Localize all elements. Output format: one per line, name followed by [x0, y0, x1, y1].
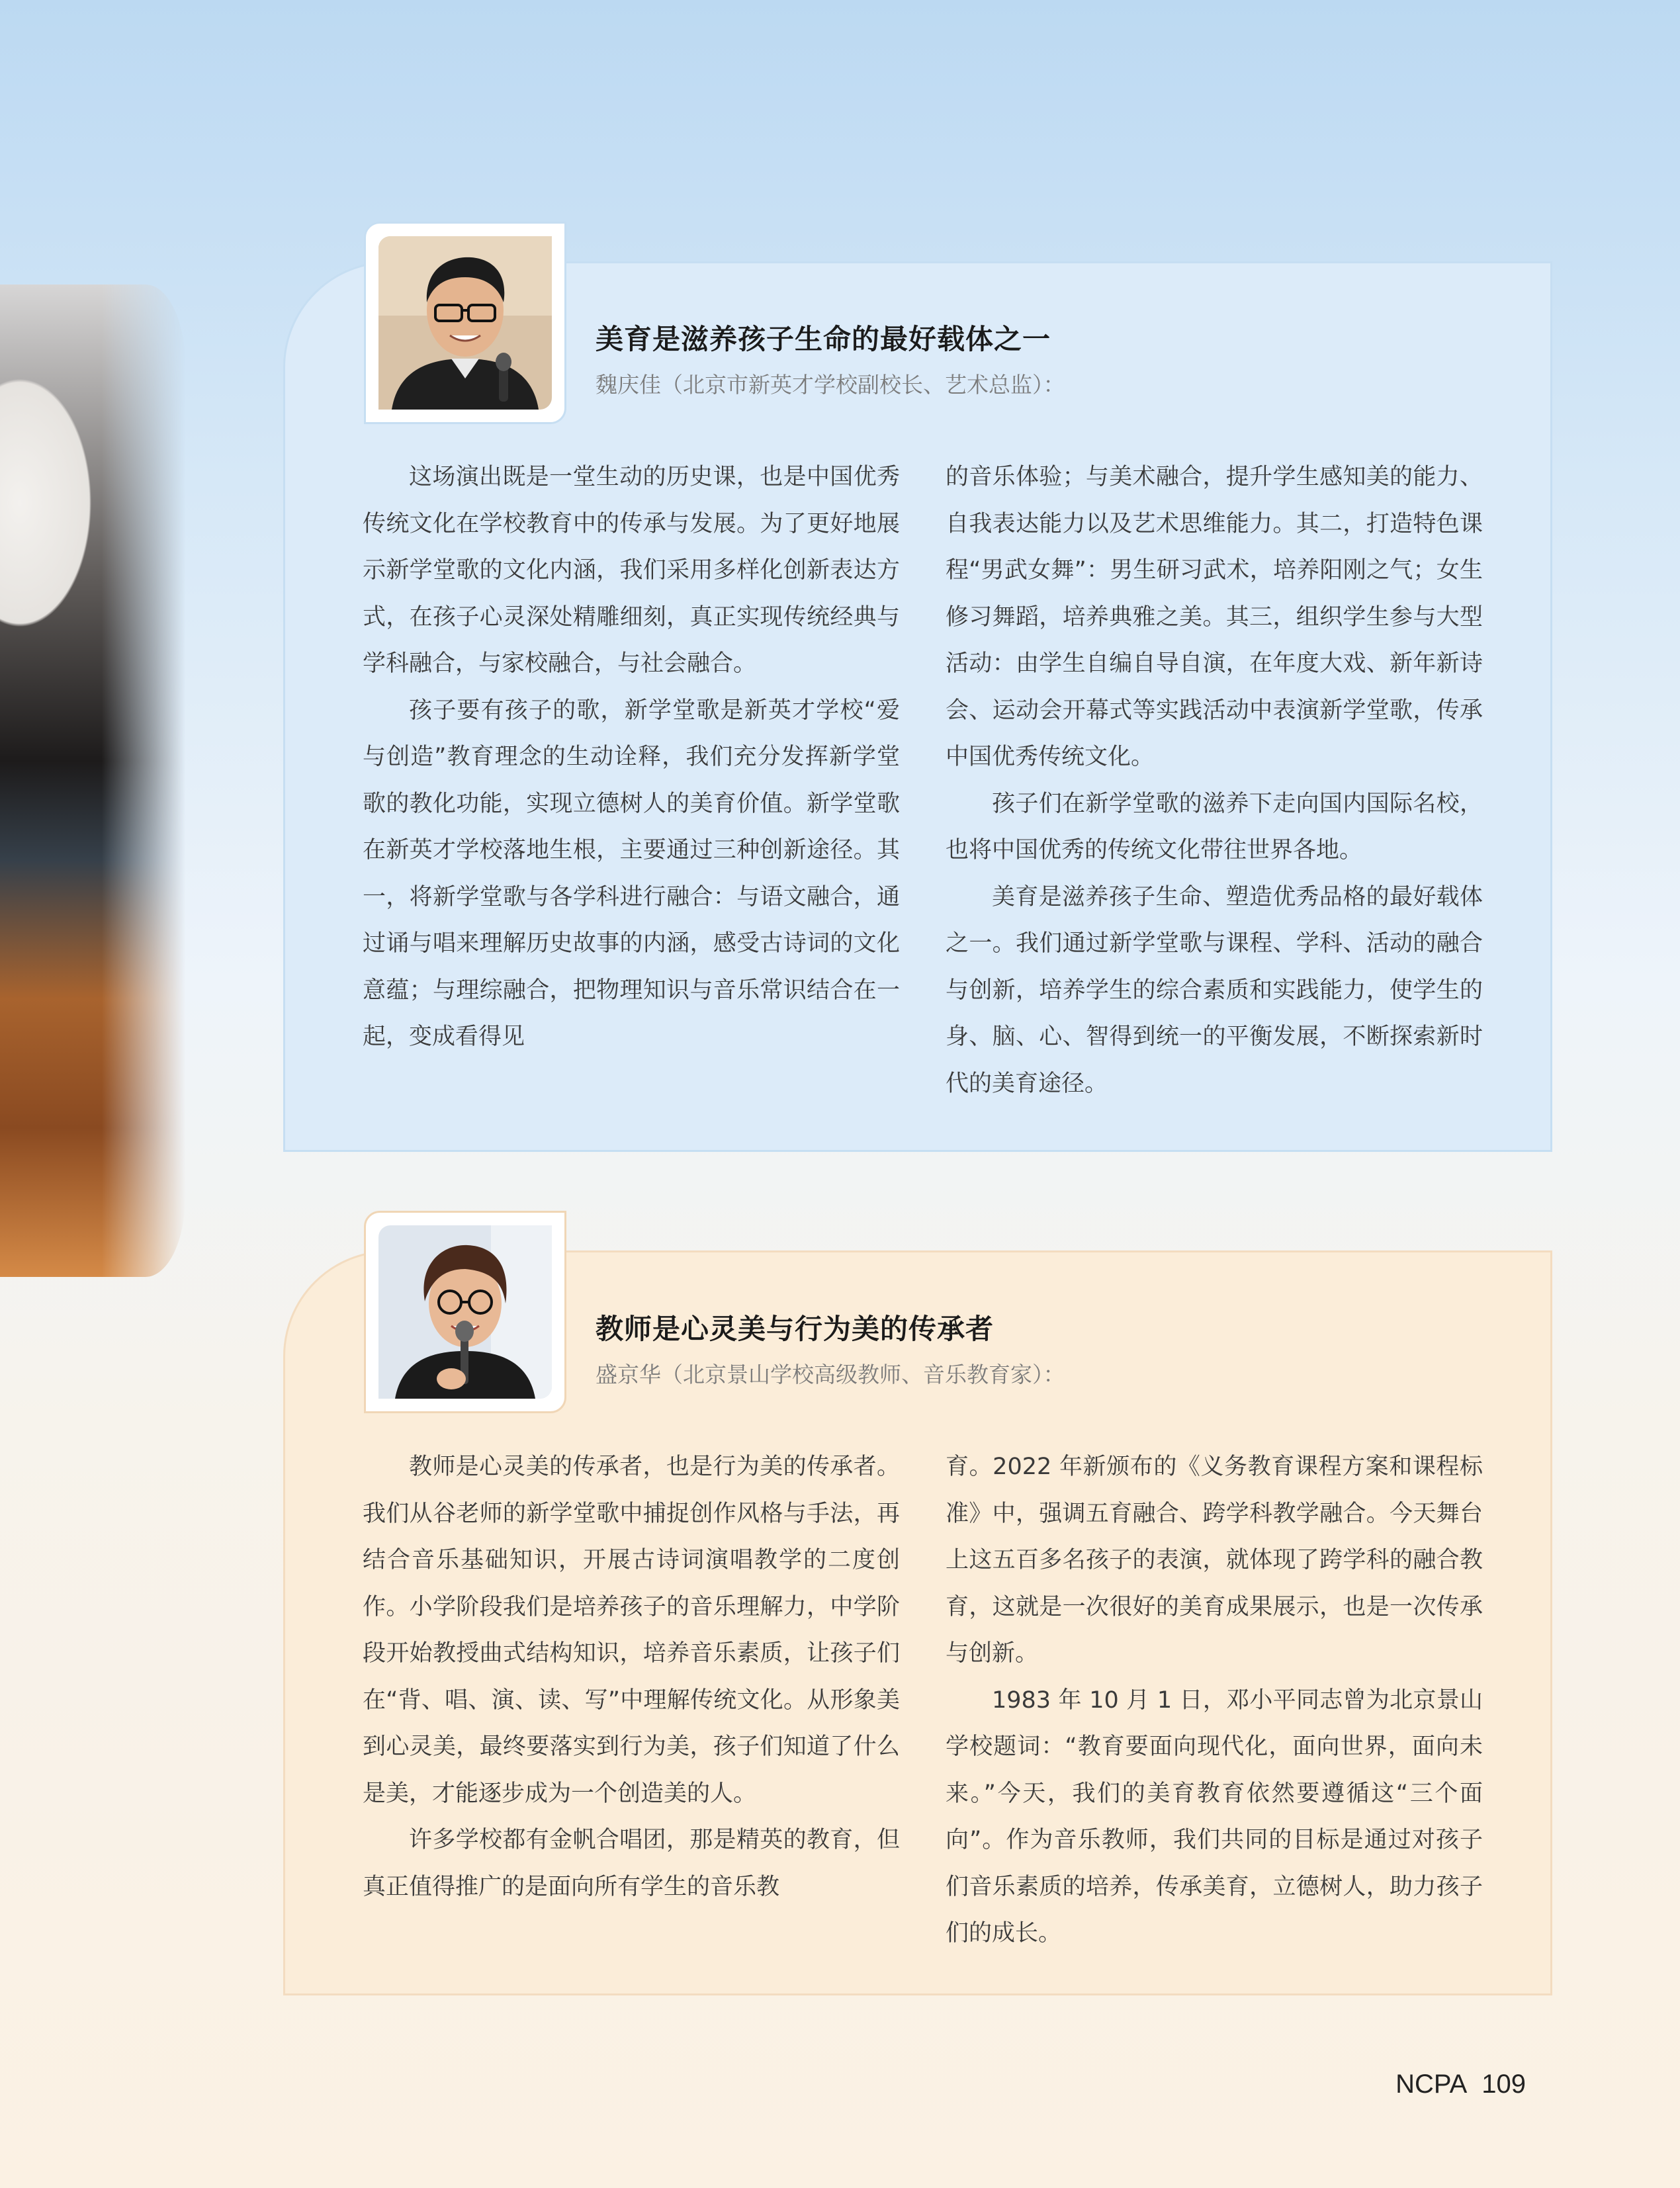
page-footer	[1381, 2070, 1526, 2099]
section-2-byline: 盛京华（北京景山学校高级教师、音乐教育家）：	[596, 1362, 1065, 1387]
paragraph: 这场演出既是一堂生动的历史课，也是中国优秀传统文化在学校教育中的传承与发展。为了更好地展示新学堂歌的文化内涵，我们采用多样化创新表达方式，在孩子心灵深处精雕细刻，真正实现传统经典与学科融合，与家校融合，与社会融合。	[363, 464, 900, 677]
section-2-title: 教师是心灵美与行为美的传承者	[596, 1313, 995, 1345]
portrait-wei-qingjia	[378, 236, 552, 410]
paragraph: 的音乐体验；与美术融合，提升学生感知美的能力、自我表达能力以及艺术思维能力。其二，打造特色课程“男武女舞”：男生研习武术，培养阳刚之气；女生修习舞蹈，培养典雅之美。其三，组织学生参与大型活动：由学生自编自导自演，在年度大戏、新年新诗会、运动会开幕式等实践活动中表演新学堂歌，传承中国优秀传统文化。	[946, 464, 1483, 770]
section-1-title: 美育是滋养孩子生命的最好载体之一	[596, 323, 1051, 355]
section-1-byline: 魏庆佳（北京市新英才学校副校长、艺术总监）：	[596, 372, 1065, 398]
portrait-sheng-jinghua	[378, 1225, 552, 1399]
paragraph: 教师是心灵美的传承者，也是行为美的传承者。我们从谷老师的新学堂歌中捕捉创作风格与手法，再结合音乐基础知识，开展古诗词演唱教学的二度创作。小学阶段我们是培养孩子的音乐理解力，中学阶段开始教授曲式结构知识，培养音乐素质，让孩子们在“背、唱、演、读、写”中理解传统文化。从形象美到心灵美，最终要落实到行为美，孩子们知道了什么是美，才能逐步成为一个创造美的人。	[363, 1454, 900, 1807]
paragraph: 孩子们在新学堂歌的滋养下走向国内国际名校，也将中国优秀的传统文化带往世界各地。	[946, 790, 1483, 863]
section-2-right-column	[946, 1444, 1483, 1957]
paragraph: 许多学校都有金帆合唱团，那是精英的教育，但真正值得推广的是面向所有学生的音乐教	[363, 1827, 900, 1900]
page-number: 109	[1481, 2070, 1526, 2099]
portrait-frame-2	[364, 1211, 566, 1413]
section-1-right-column	[946, 454, 1483, 1107]
paragraph: 育。2022 年新颁布的《义务教育课程方案和课程标准》中，强调五育融合、跨学科教学融合。今天舞台上这五百多名孩子的表演，就体现了跨学科的融合教育，这就是一次很好的美育成果展示，也是一次传承与创新。	[946, 1454, 1483, 1667]
paragraph: 孩子要有孩子的歌，新学堂歌是新英才学校“爱与创造”教育理念的生动诠释，我们充分发挥新学堂歌的教化功能，实现立德树人的美育价值。新学堂歌在新英才学校落地生根，主要通过三种创新途径。其一，将新学堂歌与各学科进行融合：与语文融合，通过诵与唱来理解历史故事的内涵，感受古诗词的文化意蕴；与理综融合，把物理知识与音乐常识结合在一起，变成看得见	[363, 697, 900, 1050]
section-2-left-column	[363, 1444, 900, 1910]
portrait-frame-1	[364, 222, 566, 424]
section-1-left-column	[363, 454, 900, 1061]
paragraph: 1983 年 10 月 1 日，邓小平同志曾为北京景山学校题词：“教育要面向现代化，面向世界，面向未来。”今天，我们的美育教育依然要遵循这“三个面向”。作为音乐教师，我们共同的目标是通过对孩子们音乐素质的培养，传承美育，立德树人，助力孩子们的成长。	[946, 1686, 1483, 1947]
magazine-name: NCPA	[1395, 2070, 1468, 2099]
paragraph: 美育是滋养孩子生命、塑造优秀品格的最好载体之一。我们通过新学堂歌与课程、学科、活动的融合与创新，培养学生的综合素质和实践能力，使学生的身、脑、心、智得到统一的平衡发展，不断探索新时代的美育途径。	[946, 883, 1483, 1097]
stage-drum-photo	[0, 284, 185, 1277]
